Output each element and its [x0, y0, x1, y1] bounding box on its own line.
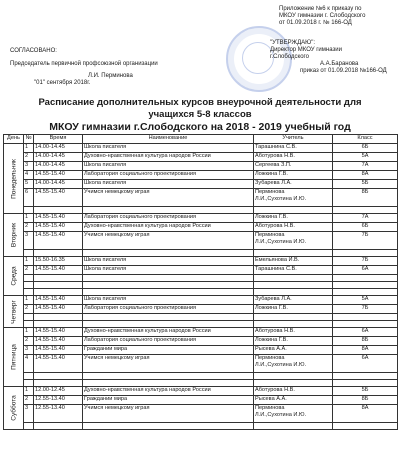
empty-row	[4, 373, 398, 380]
row-number: 1	[24, 387, 34, 396]
teacher-line: Аботурова Н.В.	[255, 153, 295, 159]
agreement-line: Председатель первичной профсоюзной организации	[10, 61, 158, 67]
row-course: Школа писателя	[83, 144, 254, 153]
day-name: Четверг	[10, 299, 17, 324]
teacher-line: Рысева А.А.	[255, 396, 287, 402]
empty-cell	[83, 314, 254, 321]
title-line: Расписание дополнительных курсов внеурочной деятельности для	[38, 97, 362, 108]
row-class: 6А	[333, 266, 398, 275]
row-number: 3	[24, 405, 34, 423]
teacher-line: Тарашнина С.В.	[255, 266, 297, 272]
row-course: Лаборатория социального проектирования	[83, 214, 254, 223]
empty-cell	[333, 282, 398, 289]
table-row	[4, 223, 398, 232]
row-class: 7Б	[333, 305, 398, 314]
header-name: Наименование	[83, 135, 254, 144]
day-cell	[4, 328, 24, 387]
row-course: Учимся немецкому играя	[83, 189, 254, 207]
appendix-line: Приложение №6 к приказу по	[279, 6, 362, 12]
row-number: 1	[24, 296, 34, 305]
teacher-line: Сергеева З.П.	[255, 162, 292, 168]
teacher-line: Л.И.,Сухотина И.Ю.	[255, 412, 307, 418]
teacher-line: Л.И.,Сухотина И.Ю.	[255, 196, 307, 202]
schedule-body	[4, 144, 398, 430]
header-teacher: Учитель	[254, 135, 333, 144]
row-teacher	[254, 232, 333, 250]
empty-cell	[333, 423, 398, 430]
row-course: Школа писателя	[83, 257, 254, 266]
teacher-line: Ложкина Г.В.	[255, 337, 288, 343]
row-course: Школа писателя	[83, 162, 254, 171]
row-course: Учимся немецкому играя	[83, 232, 254, 250]
row-class: 8Б	[333, 189, 398, 207]
row-teacher	[254, 257, 333, 266]
day-cell	[4, 257, 24, 296]
empty-cell	[254, 380, 333, 387]
header-time: Время	[34, 135, 83, 144]
row-time: 14.55-15.40	[34, 189, 83, 207]
approval-line: "УТВЕРЖДАЮ":	[270, 40, 316, 46]
teacher-line: Зубарева Л.А.	[255, 180, 292, 186]
row-number: 2	[24, 266, 34, 275]
table-row	[4, 405, 398, 423]
row-teacher	[254, 405, 333, 423]
row-teacher	[254, 266, 333, 275]
day-cell	[4, 296, 24, 328]
row-course: Духовно-нравственная культура народов России	[83, 223, 254, 232]
approval-block	[270, 40, 396, 75]
row-course: Школа писателя	[83, 266, 254, 275]
row-course: Школа писателя	[83, 180, 254, 189]
empty-cell	[34, 275, 83, 282]
teacher-line: Л.И.,Сухотина И.Ю.	[255, 362, 307, 368]
row-course: Лаборатория социального проектирования	[83, 305, 254, 314]
teacher-line: Перминова	[255, 189, 285, 195]
appendix-line: МКОУ гимназии г. Слободского	[279, 13, 366, 19]
empty-cell	[333, 321, 398, 328]
row-class: 8Б	[333, 396, 398, 405]
table-row	[4, 266, 398, 275]
empty-cell	[34, 380, 83, 387]
empty-cell	[83, 282, 254, 289]
table-row	[4, 153, 398, 162]
row-course: Лаборатория социального проектирования	[83, 337, 254, 346]
empty-cell	[24, 275, 34, 282]
table-row	[4, 396, 398, 405]
row-class: 8Б	[333, 337, 398, 346]
row-course: Лаборатория социального проектирования	[83, 171, 254, 180]
empty-row	[4, 250, 398, 257]
row-course: Духовно-нравственная культура народов России	[83, 387, 254, 396]
empty-cell	[34, 321, 83, 328]
empty-row	[4, 282, 398, 289]
row-time: 14.55-15.40	[34, 346, 83, 355]
empty-cell	[254, 275, 333, 282]
row-class: 5Б	[333, 180, 398, 189]
page-title	[0, 97, 400, 134]
row-course: Учимся немецкому играя	[83, 405, 254, 423]
empty-cell	[254, 282, 333, 289]
row-number: 2	[24, 223, 34, 232]
empty-cell	[24, 423, 34, 430]
empty-row	[4, 321, 398, 328]
empty-cell	[254, 314, 333, 321]
row-number: 4	[24, 171, 34, 180]
empty-cell	[333, 207, 398, 214]
empty-cell	[24, 207, 34, 214]
row-time: 15.50-16.35	[34, 257, 83, 266]
row-number: 3	[24, 162, 34, 171]
empty-cell	[254, 423, 333, 430]
empty-cell	[24, 373, 34, 380]
day-name: Вторник	[10, 222, 17, 248]
empty-cell	[333, 250, 398, 257]
row-number: 3	[24, 346, 34, 355]
empty-cell	[254, 207, 333, 214]
row-class: 5Б	[333, 387, 398, 396]
empty-cell	[333, 289, 398, 296]
empty-cell	[83, 380, 254, 387]
empty-cell	[333, 275, 398, 282]
row-time: 14.00-14.45	[34, 153, 83, 162]
empty-cell	[24, 289, 34, 296]
row-course: Граждании мира	[83, 346, 254, 355]
row-time: 14.55-15.40	[34, 171, 83, 180]
row-class: 5А	[333, 153, 398, 162]
row-number: 2	[24, 305, 34, 314]
row-class: 8А	[333, 171, 398, 180]
row-teacher	[254, 189, 333, 207]
teacher-line: Перминова	[255, 355, 285, 361]
empty-cell	[24, 321, 34, 328]
approval-line: приказ от 01.09.2018 №166-ОД	[300, 68, 387, 74]
row-teacher	[254, 296, 333, 305]
agreement-line: Л.И. Перминова	[88, 73, 133, 79]
empty-cell	[34, 314, 83, 321]
title-line: учащихся 5-8 классов	[148, 109, 252, 120]
row-time: 14.55-15.40	[34, 214, 83, 223]
schedule-table	[3, 134, 398, 430]
teacher-line: Тарашнина С.В.	[255, 144, 297, 150]
approval-line: Директор МКОУ гимназии	[270, 47, 342, 53]
row-teacher	[254, 337, 333, 346]
table-row	[4, 296, 398, 305]
row-number: 1	[24, 214, 34, 223]
empty-cell	[83, 207, 254, 214]
row-teacher	[254, 144, 333, 153]
row-number: 1	[24, 144, 34, 153]
row-course: Учимся немецкому играя	[83, 355, 254, 373]
table-row	[4, 305, 398, 314]
teacher-line: Ложкина Г.В.	[255, 171, 288, 177]
empty-cell	[333, 314, 398, 321]
row-teacher	[254, 328, 333, 337]
teacher-line: Перминова	[255, 232, 285, 238]
table-row	[4, 355, 398, 373]
row-course: Школа писателя	[83, 296, 254, 305]
row-class: 8А	[333, 405, 398, 423]
row-teacher	[254, 223, 333, 232]
row-class: 7А	[333, 214, 398, 223]
row-time: 14.55-15.40	[34, 223, 83, 232]
table-row	[4, 180, 398, 189]
table-row	[4, 328, 398, 337]
table-row	[4, 337, 398, 346]
empty-cell	[83, 250, 254, 257]
row-time: 12.55-13.40	[34, 396, 83, 405]
empty-cell	[83, 373, 254, 380]
empty-cell	[254, 373, 333, 380]
row-time: 14.55-15.40	[34, 328, 83, 337]
row-number: 6	[24, 189, 34, 207]
appendix-line: от 01.09.2018 г. № 166-ОД	[279, 20, 352, 26]
table-row	[4, 232, 398, 250]
row-number: 2	[24, 396, 34, 405]
table-row	[4, 189, 398, 207]
empty-row	[4, 275, 398, 282]
empty-cell	[24, 250, 34, 257]
title-line: МКОУ гимназии г.Слободского на 2018 - 2019 учебный год	[49, 121, 351, 133]
row-class: 6Б	[333, 223, 398, 232]
row-number: 2	[24, 153, 34, 162]
empty-row	[4, 207, 398, 214]
empty-cell	[83, 289, 254, 296]
table-row	[4, 346, 398, 355]
teacher-line: Л.И.,Сухотина И.Ю.	[255, 239, 307, 245]
teacher-line: Аботурова Н.В.	[255, 328, 295, 334]
row-number: 2	[24, 337, 34, 346]
empty-cell	[83, 321, 254, 328]
empty-cell	[254, 321, 333, 328]
empty-cell	[34, 423, 83, 430]
day-name: Пятница	[10, 344, 17, 370]
row-number: 3	[24, 232, 34, 250]
row-course: Граждании мира	[83, 396, 254, 405]
empty-cell	[34, 207, 83, 214]
row-time: 14.55-15.40	[34, 266, 83, 275]
row-teacher	[254, 355, 333, 373]
empty-cell	[24, 380, 34, 387]
row-class: 7А	[333, 162, 398, 171]
row-course: Духовно-нравственная культура народов России	[83, 153, 254, 162]
empty-row	[4, 423, 398, 430]
agreement-line: "01" сентября 2018г.	[34, 80, 91, 86]
teacher-line: Рысева А.А.	[255, 346, 287, 352]
row-class: 7Б	[333, 232, 398, 250]
row-time: 14.55-15.40	[34, 296, 83, 305]
row-time: 14.00-14.45	[34, 144, 83, 153]
row-time: 12.00-12.45	[34, 387, 83, 396]
empty-row	[4, 289, 398, 296]
table-row	[4, 387, 398, 396]
empty-cell	[24, 282, 34, 289]
empty-cell	[34, 250, 83, 257]
row-teacher	[254, 214, 333, 223]
empty-cell	[254, 289, 333, 296]
table-row	[4, 144, 398, 153]
empty-cell	[34, 282, 83, 289]
row-number: 1	[24, 257, 34, 266]
row-time: 12.55-13.40	[34, 405, 83, 423]
row-class: 6А	[333, 328, 398, 337]
teacher-line: Емельянова И.В.	[255, 257, 300, 263]
teacher-line: Аботурова Н.В.	[255, 223, 295, 229]
row-teacher	[254, 396, 333, 405]
row-teacher	[254, 346, 333, 355]
day-name: Среда	[10, 266, 17, 286]
row-teacher	[254, 171, 333, 180]
row-number: 1	[24, 328, 34, 337]
empty-cell	[83, 423, 254, 430]
empty-cell	[83, 275, 254, 282]
day-cell	[4, 214, 24, 257]
approval-line: А.А.Баранова	[320, 61, 359, 67]
row-class: 6Б	[333, 144, 398, 153]
row-number: 4	[24, 355, 34, 373]
row-course: Духовно-нравственная культура народов России	[83, 328, 254, 337]
teacher-line: Ложкина Г.В.	[255, 214, 288, 220]
row-number: 5	[24, 180, 34, 189]
table-row	[4, 257, 398, 266]
empty-cell	[34, 289, 83, 296]
row-class: 7Б	[333, 257, 398, 266]
header-class: Класс	[333, 135, 398, 144]
table-row	[4, 214, 398, 223]
empty-cell	[254, 250, 333, 257]
day-cell	[4, 387, 24, 430]
empty-row	[4, 380, 398, 387]
appendix-note	[279, 6, 397, 27]
approval-line: г.Слободского	[270, 54, 309, 60]
empty-cell	[333, 380, 398, 387]
row-class: 8А	[333, 346, 398, 355]
empty-cell	[34, 373, 83, 380]
day-cell	[4, 144, 24, 214]
day-name: Суббота	[10, 395, 17, 421]
day-name: Понедельник	[10, 158, 17, 199]
row-teacher	[254, 153, 333, 162]
row-class: 6А	[333, 355, 398, 373]
teacher-line: Ложкина Г.В.	[255, 305, 288, 311]
row-teacher	[254, 387, 333, 396]
empty-cell	[24, 314, 34, 321]
teacher-line: Перминова	[255, 405, 285, 411]
row-time: 14.55-15.40	[34, 232, 83, 250]
empty-row	[4, 314, 398, 321]
row-teacher	[254, 180, 333, 189]
agreement-line: СОГЛАСОВАНО:	[10, 48, 57, 54]
row-teacher	[254, 162, 333, 171]
row-time: 14.00-14.45	[34, 162, 83, 171]
header-day: День	[4, 135, 24, 144]
row-time: 14.55-15.40	[34, 305, 83, 314]
row-time: 14.00-14.45	[34, 180, 83, 189]
row-time: 14.55-15.40	[34, 337, 83, 346]
row-class: 5А	[333, 296, 398, 305]
table-row	[4, 162, 398, 171]
row-teacher	[254, 305, 333, 314]
teacher-line: Зубарева Л.А.	[255, 296, 292, 302]
header-num: №	[24, 135, 34, 144]
agreement-block	[10, 48, 210, 87]
table-row	[4, 171, 398, 180]
row-time: 14.55-15.40	[34, 355, 83, 373]
teacher-line: Аботурова Н.В.	[255, 387, 295, 393]
empty-cell	[333, 373, 398, 380]
